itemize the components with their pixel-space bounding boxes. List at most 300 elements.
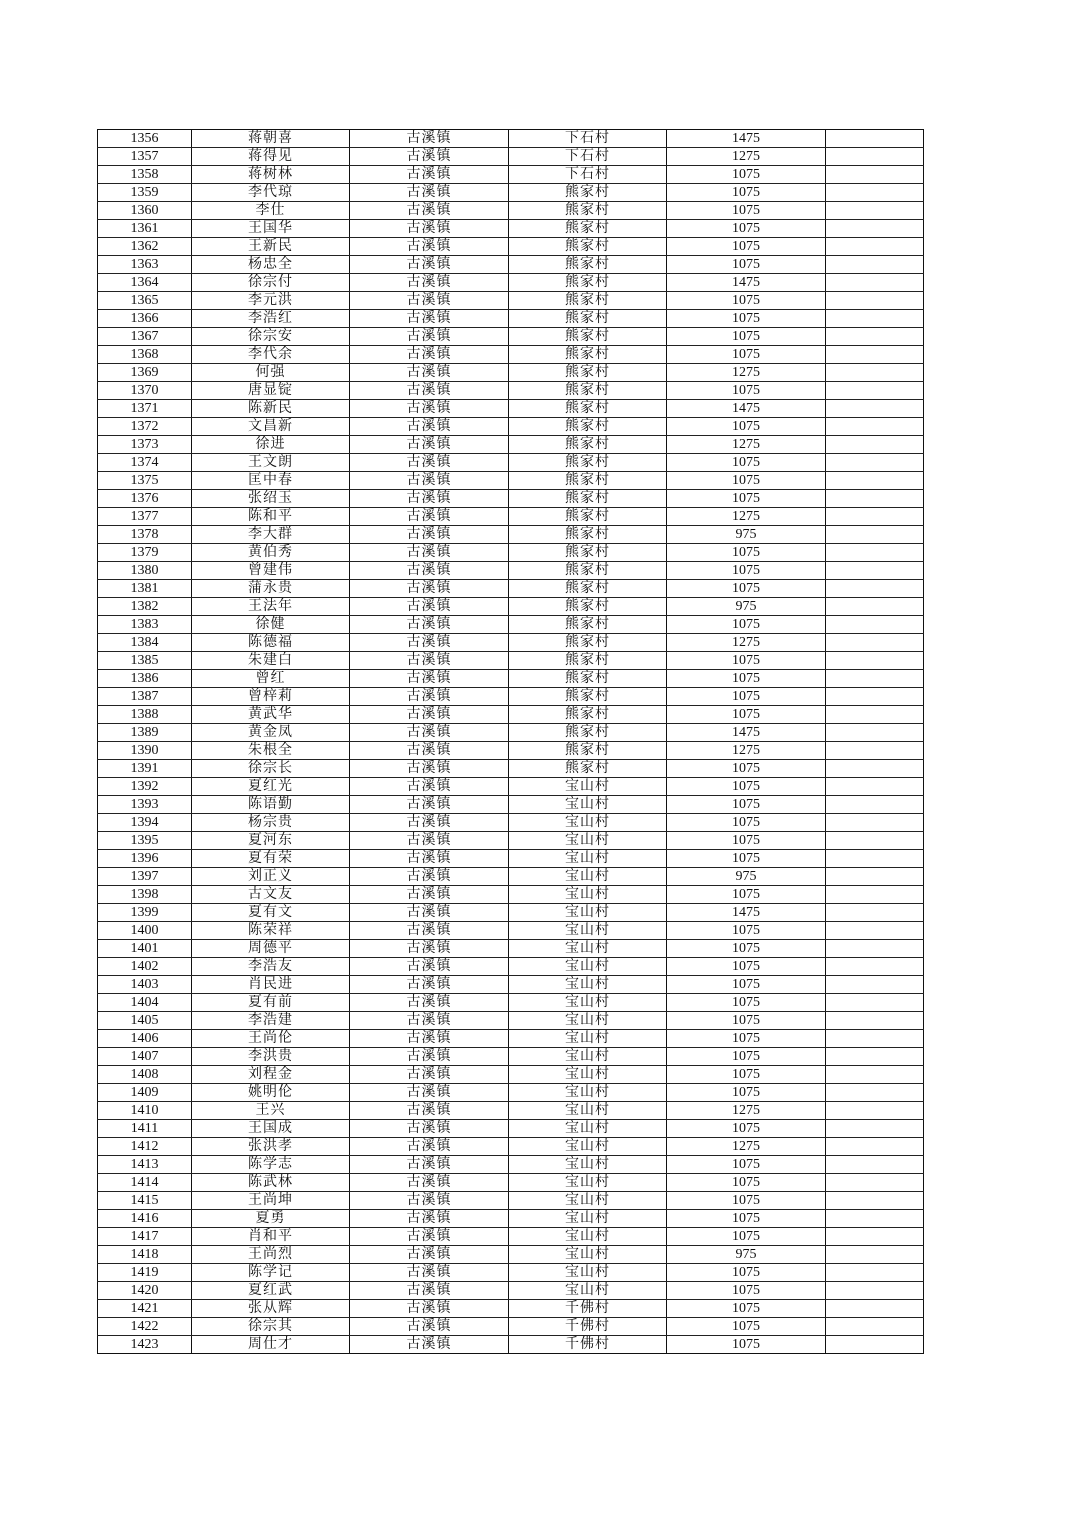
name-cell: 刘正义 xyxy=(192,868,350,886)
table-row xyxy=(98,1048,924,1066)
row-number-cell: 1388 xyxy=(98,706,192,724)
row-number-cell: 1415 xyxy=(98,1192,192,1210)
note-cell xyxy=(826,1012,924,1030)
row-number-cell: 1401 xyxy=(98,940,192,958)
name-cell: 文昌新 xyxy=(192,418,350,436)
row-number-cell: 1389 xyxy=(98,724,192,742)
amount-cell: 1075 xyxy=(667,580,826,598)
row-number-cell: 1404 xyxy=(98,994,192,1012)
name-cell: 杨忠全 xyxy=(192,256,350,274)
amount-cell: 1075 xyxy=(667,1012,826,1030)
note-cell xyxy=(826,238,924,256)
note-cell xyxy=(826,976,924,994)
town-cell: 古溪镇 xyxy=(350,436,509,454)
note-cell xyxy=(826,256,924,274)
amount-cell: 1275 xyxy=(667,508,826,526)
amount-cell: 1075 xyxy=(667,958,826,976)
table-row xyxy=(98,904,924,922)
note-cell xyxy=(826,832,924,850)
village-cell: 熊家村 xyxy=(509,580,667,598)
table-row xyxy=(98,1066,924,1084)
row-number-cell: 1392 xyxy=(98,778,192,796)
village-cell: 熊家村 xyxy=(509,688,667,706)
note-cell xyxy=(826,184,924,202)
name-cell: 王尚烈 xyxy=(192,1246,350,1264)
row-number-cell: 1385 xyxy=(98,652,192,670)
amount-cell: 1075 xyxy=(667,472,826,490)
row-number-cell: 1367 xyxy=(98,328,192,346)
town-cell: 古溪镇 xyxy=(350,1228,509,1246)
table-row xyxy=(98,436,924,454)
name-cell: 刘程金 xyxy=(192,1066,350,1084)
row-number-cell: 1411 xyxy=(98,1120,192,1138)
note-cell xyxy=(826,274,924,292)
amount-cell: 1075 xyxy=(667,1282,826,1300)
row-number-cell: 1376 xyxy=(98,490,192,508)
table-row xyxy=(98,490,924,508)
row-number-cell: 1379 xyxy=(98,544,192,562)
town-cell: 古溪镇 xyxy=(350,850,509,868)
row-number-cell: 1417 xyxy=(98,1228,192,1246)
village-cell: 熊家村 xyxy=(509,310,667,328)
town-cell: 古溪镇 xyxy=(350,616,509,634)
note-cell xyxy=(826,526,924,544)
note-cell xyxy=(826,1192,924,1210)
amount-cell: 1075 xyxy=(667,1030,826,1048)
name-cell: 蒲永贵 xyxy=(192,580,350,598)
note-cell xyxy=(826,400,924,418)
table-row xyxy=(98,958,924,976)
town-cell: 古溪镇 xyxy=(350,778,509,796)
row-number-cell: 1358 xyxy=(98,166,192,184)
amount-cell: 1075 xyxy=(667,832,826,850)
amount-cell: 1075 xyxy=(667,850,826,868)
village-cell: 宝山村 xyxy=(509,868,667,886)
amount-cell: 975 xyxy=(667,598,826,616)
village-cell: 熊家村 xyxy=(509,292,667,310)
name-cell: 李代琼 xyxy=(192,184,350,202)
amount-cell: 1075 xyxy=(667,994,826,1012)
note-cell xyxy=(826,1102,924,1120)
name-cell: 肖和平 xyxy=(192,1228,350,1246)
town-cell: 古溪镇 xyxy=(350,220,509,238)
note-cell xyxy=(826,418,924,436)
row-number-cell: 1380 xyxy=(98,562,192,580)
village-cell: 熊家村 xyxy=(509,670,667,688)
name-cell: 夏有文 xyxy=(192,904,350,922)
village-cell: 宝山村 xyxy=(509,1102,667,1120)
table-row xyxy=(98,184,924,202)
row-number-cell: 1400 xyxy=(98,922,192,940)
row-number-cell: 1356 xyxy=(98,130,192,148)
name-cell: 曾梓莉 xyxy=(192,688,350,706)
row-number-cell: 1416 xyxy=(98,1210,192,1228)
town-cell: 古溪镇 xyxy=(350,166,509,184)
row-number-cell: 1359 xyxy=(98,184,192,202)
amount-cell: 1075 xyxy=(667,238,826,256)
village-cell: 熊家村 xyxy=(509,238,667,256)
table-row xyxy=(98,724,924,742)
village-cell: 宝山村 xyxy=(509,1156,667,1174)
note-cell xyxy=(826,670,924,688)
note-cell xyxy=(826,328,924,346)
village-cell: 下石村 xyxy=(509,130,667,148)
name-cell: 周德平 xyxy=(192,940,350,958)
note-cell xyxy=(826,562,924,580)
town-cell: 古溪镇 xyxy=(350,940,509,958)
table-row xyxy=(98,418,924,436)
table-body xyxy=(98,130,924,1354)
amount-cell: 1075 xyxy=(667,1228,826,1246)
village-cell: 宝山村 xyxy=(509,886,667,904)
name-cell: 李浩建 xyxy=(192,1012,350,1030)
row-number-cell: 1360 xyxy=(98,202,192,220)
table-row xyxy=(98,346,924,364)
table-row xyxy=(98,1174,924,1192)
village-cell: 下石村 xyxy=(509,166,667,184)
row-number-cell: 1366 xyxy=(98,310,192,328)
note-cell xyxy=(826,310,924,328)
table-row xyxy=(98,706,924,724)
row-number-cell: 1402 xyxy=(98,958,192,976)
town-cell: 古溪镇 xyxy=(350,1012,509,1030)
village-cell: 宝山村 xyxy=(509,1282,667,1300)
amount-cell: 1075 xyxy=(667,544,826,562)
note-cell xyxy=(826,1336,924,1354)
row-number-cell: 1405 xyxy=(98,1012,192,1030)
amount-cell: 1075 xyxy=(667,1336,826,1354)
row-number-cell: 1422 xyxy=(98,1318,192,1336)
name-cell: 李浩友 xyxy=(192,958,350,976)
village-cell: 熊家村 xyxy=(509,760,667,778)
table-row xyxy=(98,1282,924,1300)
note-cell xyxy=(826,166,924,184)
amount-cell: 1275 xyxy=(667,1102,826,1120)
note-cell xyxy=(826,994,924,1012)
table-row xyxy=(98,1030,924,1048)
amount-cell: 1075 xyxy=(667,490,826,508)
town-cell: 古溪镇 xyxy=(350,328,509,346)
table-row xyxy=(98,562,924,580)
amount-cell: 1075 xyxy=(667,346,826,364)
village-cell: 熊家村 xyxy=(509,220,667,238)
name-cell: 王尚伦 xyxy=(192,1030,350,1048)
row-number-cell: 1395 xyxy=(98,832,192,850)
table-row xyxy=(98,544,924,562)
town-cell: 古溪镇 xyxy=(350,238,509,256)
name-cell: 夏有前 xyxy=(192,994,350,1012)
amount-cell: 1475 xyxy=(667,904,826,922)
name-cell: 陈语勤 xyxy=(192,796,350,814)
row-number-cell: 1393 xyxy=(98,796,192,814)
note-cell xyxy=(826,850,924,868)
town-cell: 古溪镇 xyxy=(350,796,509,814)
name-cell: 蒋朝喜 xyxy=(192,130,350,148)
table-row xyxy=(98,274,924,292)
row-number-cell: 1418 xyxy=(98,1246,192,1264)
table-row xyxy=(98,1102,924,1120)
name-cell: 黄金凤 xyxy=(192,724,350,742)
town-cell: 古溪镇 xyxy=(350,1210,509,1228)
town-cell: 古溪镇 xyxy=(350,454,509,472)
village-cell: 熊家村 xyxy=(509,562,667,580)
village-cell: 熊家村 xyxy=(509,436,667,454)
row-number-cell: 1370 xyxy=(98,382,192,400)
town-cell: 古溪镇 xyxy=(350,400,509,418)
name-cell: 李浩红 xyxy=(192,310,350,328)
table-row xyxy=(98,922,924,940)
note-cell xyxy=(826,472,924,490)
name-cell: 王国成 xyxy=(192,1120,350,1138)
table-row xyxy=(98,148,924,166)
town-cell: 古溪镇 xyxy=(350,148,509,166)
town-cell: 古溪镇 xyxy=(350,292,509,310)
table-row xyxy=(98,1246,924,1264)
village-cell: 宝山村 xyxy=(509,1084,667,1102)
row-number-cell: 1421 xyxy=(98,1300,192,1318)
name-cell: 蒋得见 xyxy=(192,148,350,166)
table-row xyxy=(98,1120,924,1138)
table-row xyxy=(98,1228,924,1246)
amount-cell: 1475 xyxy=(667,274,826,292)
table-row xyxy=(98,382,924,400)
name-cell: 徐进 xyxy=(192,436,350,454)
row-number-cell: 1378 xyxy=(98,526,192,544)
table-row xyxy=(98,238,924,256)
amount-cell: 1075 xyxy=(667,256,826,274)
town-cell: 古溪镇 xyxy=(350,598,509,616)
amount-cell: 1075 xyxy=(667,1120,826,1138)
village-cell: 宝山村 xyxy=(509,904,667,922)
table-row xyxy=(98,1138,924,1156)
note-cell xyxy=(826,1246,924,1264)
name-cell: 陈德福 xyxy=(192,634,350,652)
row-number-cell: 1364 xyxy=(98,274,192,292)
name-cell: 陈新民 xyxy=(192,400,350,418)
amount-cell: 1075 xyxy=(667,652,826,670)
row-number-cell: 1362 xyxy=(98,238,192,256)
village-cell: 千佛村 xyxy=(509,1318,667,1336)
village-cell: 宝山村 xyxy=(509,994,667,1012)
village-cell: 宝山村 xyxy=(509,832,667,850)
row-number-cell: 1374 xyxy=(98,454,192,472)
village-cell: 宝山村 xyxy=(509,1264,667,1282)
note-cell xyxy=(826,922,924,940)
table-row xyxy=(98,1336,924,1354)
amount-cell: 1075 xyxy=(667,706,826,724)
amount-cell: 1075 xyxy=(667,814,826,832)
note-cell xyxy=(826,1300,924,1318)
note-cell xyxy=(826,1138,924,1156)
table-row xyxy=(98,994,924,1012)
note-cell xyxy=(826,544,924,562)
table-row xyxy=(98,130,924,148)
town-cell: 古溪镇 xyxy=(350,508,509,526)
amount-cell: 1075 xyxy=(667,886,826,904)
town-cell: 古溪镇 xyxy=(350,1030,509,1048)
row-number-cell: 1413 xyxy=(98,1156,192,1174)
village-cell: 宝山村 xyxy=(509,1138,667,1156)
row-number-cell: 1371 xyxy=(98,400,192,418)
row-number-cell: 1369 xyxy=(98,364,192,382)
amount-cell: 1075 xyxy=(667,1084,826,1102)
table-row xyxy=(98,508,924,526)
village-cell: 熊家村 xyxy=(509,526,667,544)
table-row xyxy=(98,166,924,184)
village-cell: 千佛村 xyxy=(509,1336,667,1354)
table-row xyxy=(98,256,924,274)
village-cell: 熊家村 xyxy=(509,328,667,346)
note-cell xyxy=(826,796,924,814)
row-number-cell: 1377 xyxy=(98,508,192,526)
table-row xyxy=(98,814,924,832)
amount-cell: 1075 xyxy=(667,220,826,238)
name-cell: 匡中春 xyxy=(192,472,350,490)
row-number-cell: 1368 xyxy=(98,346,192,364)
amount-cell: 1275 xyxy=(667,364,826,382)
town-cell: 古溪镇 xyxy=(350,922,509,940)
name-cell: 夏有荣 xyxy=(192,850,350,868)
row-number-cell: 1386 xyxy=(98,670,192,688)
note-cell xyxy=(826,130,924,148)
amount-cell: 975 xyxy=(667,868,826,886)
village-cell: 熊家村 xyxy=(509,346,667,364)
note-cell xyxy=(826,508,924,526)
village-cell: 宝山村 xyxy=(509,1120,667,1138)
note-cell xyxy=(826,220,924,238)
amount-cell: 1075 xyxy=(667,1318,826,1336)
name-cell: 夏河东 xyxy=(192,832,350,850)
note-cell xyxy=(826,292,924,310)
table-row xyxy=(98,778,924,796)
name-cell: 王尚坤 xyxy=(192,1192,350,1210)
note-cell xyxy=(826,814,924,832)
note-cell xyxy=(826,760,924,778)
table-row xyxy=(98,1300,924,1318)
town-cell: 古溪镇 xyxy=(350,256,509,274)
name-cell: 曾建伟 xyxy=(192,562,350,580)
row-number-cell: 1382 xyxy=(98,598,192,616)
table-row xyxy=(98,220,924,238)
amount-cell: 1075 xyxy=(667,562,826,580)
name-cell: 夏红光 xyxy=(192,778,350,796)
town-cell: 古溪镇 xyxy=(350,634,509,652)
table-row xyxy=(98,760,924,778)
amount-cell: 1075 xyxy=(667,1192,826,1210)
name-cell: 何强 xyxy=(192,364,350,382)
amount-cell: 1075 xyxy=(667,1210,826,1228)
town-cell: 古溪镇 xyxy=(350,418,509,436)
name-cell: 肖民进 xyxy=(192,976,350,994)
note-cell xyxy=(826,1084,924,1102)
table-row xyxy=(98,1084,924,1102)
note-cell xyxy=(826,364,924,382)
town-cell: 古溪镇 xyxy=(350,652,509,670)
note-cell xyxy=(826,1030,924,1048)
town-cell: 古溪镇 xyxy=(350,706,509,724)
amount-cell: 1275 xyxy=(667,1138,826,1156)
row-number-cell: 1384 xyxy=(98,634,192,652)
row-number-cell: 1387 xyxy=(98,688,192,706)
village-cell: 熊家村 xyxy=(509,724,667,742)
village-cell: 熊家村 xyxy=(509,490,667,508)
town-cell: 古溪镇 xyxy=(350,1336,509,1354)
village-cell: 熊家村 xyxy=(509,202,667,220)
table-row xyxy=(98,868,924,886)
village-cell: 熊家村 xyxy=(509,454,667,472)
town-cell: 古溪镇 xyxy=(350,868,509,886)
town-cell: 古溪镇 xyxy=(350,490,509,508)
town-cell: 古溪镇 xyxy=(350,958,509,976)
row-number-cell: 1397 xyxy=(98,868,192,886)
town-cell: 古溪镇 xyxy=(350,1120,509,1138)
note-cell xyxy=(826,886,924,904)
note-cell xyxy=(826,1318,924,1336)
amount-cell: 1075 xyxy=(667,616,826,634)
table-row xyxy=(98,1192,924,1210)
note-cell xyxy=(826,904,924,922)
note-cell xyxy=(826,1120,924,1138)
amount-cell: 1075 xyxy=(667,796,826,814)
note-cell xyxy=(826,1174,924,1192)
note-cell xyxy=(826,382,924,400)
town-cell: 古溪镇 xyxy=(350,526,509,544)
name-cell: 黄武华 xyxy=(192,706,350,724)
town-cell: 古溪镇 xyxy=(350,364,509,382)
row-number-cell: 1398 xyxy=(98,886,192,904)
town-cell: 古溪镇 xyxy=(350,670,509,688)
village-cell: 宝山村 xyxy=(509,796,667,814)
data-table xyxy=(97,129,924,1354)
table-row xyxy=(98,886,924,904)
village-cell: 熊家村 xyxy=(509,364,667,382)
village-cell: 宝山村 xyxy=(509,1048,667,1066)
village-cell: 宝山村 xyxy=(509,850,667,868)
table-row xyxy=(98,796,924,814)
table-row xyxy=(98,328,924,346)
name-cell: 张洪孝 xyxy=(192,1138,350,1156)
name-cell: 李元洪 xyxy=(192,292,350,310)
village-cell: 宝山村 xyxy=(509,976,667,994)
town-cell: 古溪镇 xyxy=(350,274,509,292)
name-cell: 张绍玉 xyxy=(192,490,350,508)
name-cell: 王法年 xyxy=(192,598,350,616)
town-cell: 古溪镇 xyxy=(350,1318,509,1336)
village-cell: 熊家村 xyxy=(509,418,667,436)
village-cell: 熊家村 xyxy=(509,400,667,418)
amount-cell: 1075 xyxy=(667,328,826,346)
amount-cell: 1275 xyxy=(667,634,826,652)
town-cell: 古溪镇 xyxy=(350,184,509,202)
town-cell: 古溪镇 xyxy=(350,1138,509,1156)
row-number-cell: 1396 xyxy=(98,850,192,868)
row-number-cell: 1409 xyxy=(98,1084,192,1102)
note-cell xyxy=(826,580,924,598)
note-cell xyxy=(826,940,924,958)
note-cell xyxy=(826,1048,924,1066)
table-row xyxy=(98,1318,924,1336)
table-row xyxy=(98,634,924,652)
town-cell: 古溪镇 xyxy=(350,382,509,400)
town-cell: 古溪镇 xyxy=(350,1156,509,1174)
table-row xyxy=(98,1012,924,1030)
amount-cell: 1275 xyxy=(667,148,826,166)
town-cell: 古溪镇 xyxy=(350,472,509,490)
town-cell: 古溪镇 xyxy=(350,580,509,598)
name-cell: 夏红武 xyxy=(192,1282,350,1300)
note-cell xyxy=(826,688,924,706)
town-cell: 古溪镇 xyxy=(350,1300,509,1318)
